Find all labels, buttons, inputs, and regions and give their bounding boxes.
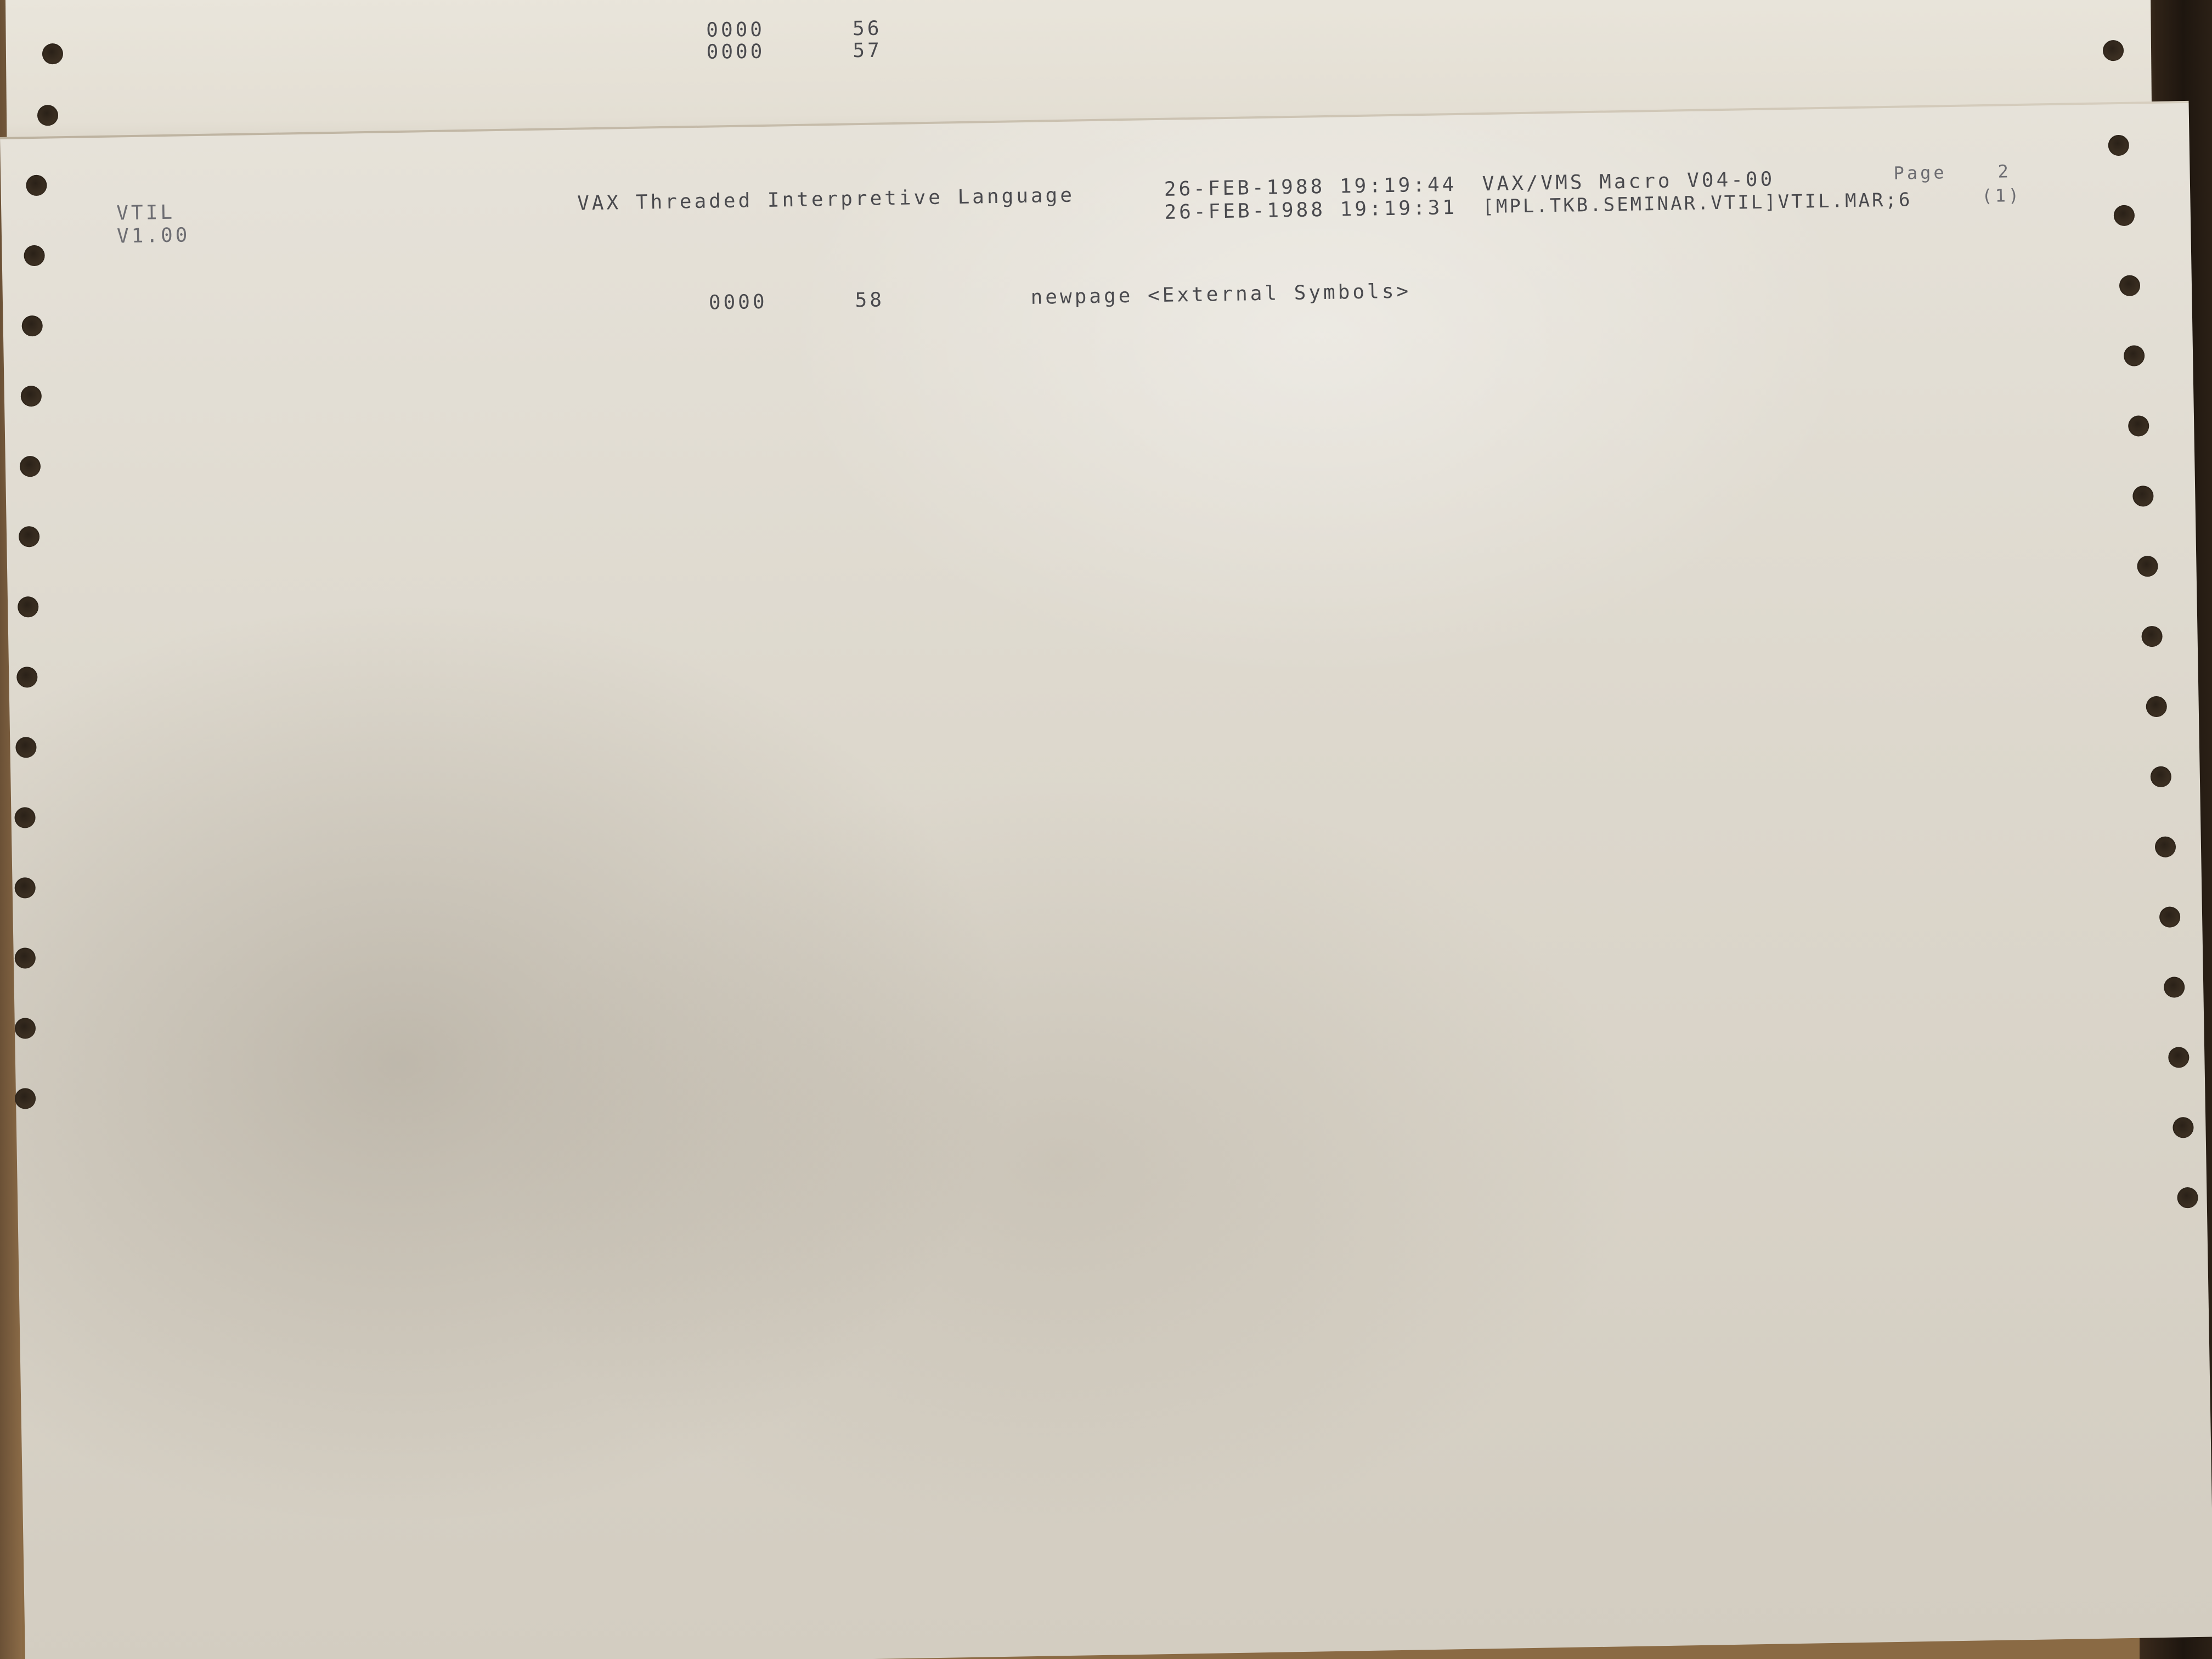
line-number: 56	[852, 17, 882, 41]
tractor-hole	[15, 1018, 36, 1039]
source-file: [MPL.TKB.SEMINAR.VTIL]VTIL.MAR;6	[1482, 189, 1912, 218]
tractor-hole	[2128, 415, 2149, 437]
listing-title: VAX Threaded Interpretive Language	[577, 184, 1075, 215]
tractor-hole	[14, 877, 36, 899]
tractor-hole	[19, 526, 40, 548]
tractor-hole	[14, 807, 36, 828]
tractor-hole	[2155, 836, 2176, 857]
tractor-hole	[15, 947, 36, 969]
line-number: 58	[855, 289, 885, 312]
tractor-hole	[24, 245, 45, 267]
tractor-hole	[2168, 1047, 2190, 1068]
tractor-hole	[2103, 40, 2124, 61]
tractor-hole	[2172, 1117, 2194, 1138]
tractor-hole	[15, 737, 37, 758]
tractor-hole	[2141, 626, 2163, 647]
page-subnumber: (1)	[1981, 184, 2022, 207]
tractor-hole	[42, 43, 63, 64]
line-number: 57	[853, 39, 882, 63]
location-counter: 0000	[708, 290, 768, 314]
module-version: V1.00	[116, 224, 190, 248]
tractor-hole	[2146, 696, 2167, 718]
source-date: 26-FEB-1988 19:19:31	[1164, 196, 1458, 224]
tractor-hole	[2164, 977, 2185, 998]
location-counter: 0000	[706, 40, 765, 64]
tractor-hole	[21, 386, 42, 407]
module-name: VTIL	[116, 201, 176, 225]
tractor-hole	[2119, 275, 2141, 296]
tractor-hole	[2132, 486, 2154, 507]
source-text: newpage <External Symbols>	[1030, 280, 1412, 309]
tractor-hole	[2137, 556, 2158, 577]
tractor-hole	[2124, 345, 2145, 366]
listing-date: 26-FEB-1988 19:19:44	[1164, 173, 1457, 201]
tractor-hole	[2177, 1187, 2198, 1209]
location-counter: 0000	[706, 18, 765, 42]
listing-line	[650, 257, 1412, 337]
tractor-hole	[37, 105, 58, 126]
assembler-version: VAX/VMS Macro V04-00	[1482, 168, 1775, 196]
tractor-hole	[26, 175, 47, 196]
tractor-hole	[2108, 135, 2129, 156]
tractor-hole	[15, 1088, 36, 1109]
tractor-hole	[16, 667, 38, 688]
listing-page	[0, 101, 2212, 1659]
page-number: 2	[1997, 161, 2012, 182]
tractor-hole	[18, 596, 39, 618]
tractor-hole	[2151, 766, 2172, 788]
listing-line	[647, 17, 882, 87]
tractor-hole	[20, 456, 41, 477]
tractor-hole	[2114, 205, 2135, 227]
tractor-hole	[21, 315, 43, 337]
tractor-hole	[2159, 906, 2181, 928]
page-label: Page	[1893, 162, 1947, 184]
